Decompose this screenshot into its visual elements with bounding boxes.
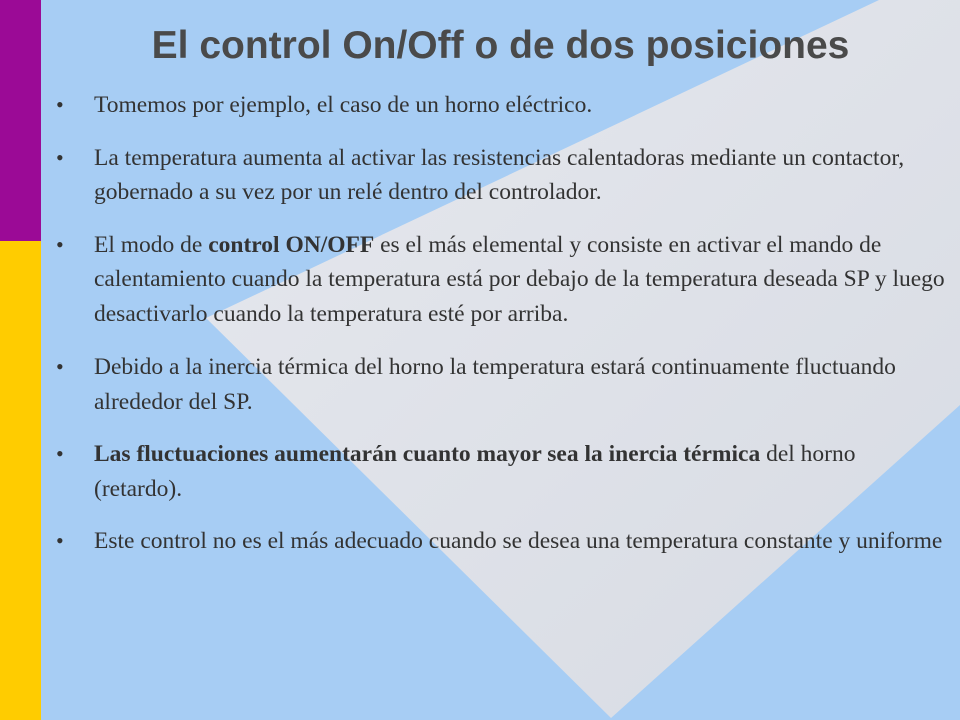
accent-stripe-yellow: [0, 241, 41, 720]
bullet-icon: •: [56, 441, 64, 466]
bullet-icon: •: [56, 144, 64, 170]
bullet-text: Este control no es el más adecuado cuando se desea una temperatura constante y uniforme: [94, 528, 943, 554]
bullet-list: [56, 88, 946, 559]
accent-stripe-purple: [0, 0, 41, 241]
bullet-item-3: [56, 228, 946, 332]
bullet-icon: •: [56, 528, 64, 553]
bullet-text-post: es el más elemental y consiste en activar el mando de calentamiento cuando la temperatura está por debajo de la temperatura deseada SP y luego desactivarlo cuando la temperatura esté por arriba.: [94, 231, 945, 327]
bullet-text-bold: Las fluctuaciones aumentarán cuanto mayor sea la inercia térmica: [94, 441, 761, 467]
bullet-item-1: [56, 88, 946, 123]
bullet-text-pre: El modo de: [94, 231, 209, 258]
bullet-item-5: [56, 437, 946, 506]
bullet-item-4: [56, 350, 946, 419]
bullet-icon: •: [56, 354, 64, 379]
bullet-icon: •: [56, 92, 64, 117]
bullet-text: Tomemos por ejemplo, el caso de un horno eléctrico.: [94, 92, 593, 118]
bullet-text: La temperatura aumenta al activar las resistencias calentadoras mediante un contactor, gobernado a su vez por un relé dentro del controlador.: [94, 144, 905, 205]
bullet-text: Debido a la inercia térmica del horno la temperatura estará continuamente fluctuando alrededor del SP.: [94, 354, 896, 415]
bullet-icon: •: [56, 231, 64, 257]
bullet-item-2: [56, 141, 946, 210]
slide-title: El control On/Off o de dos posiciones: [151, 24, 850, 67]
bullet-text-bold: control ON/OFF: [208, 231, 375, 258]
bullet-item-6: [56, 524, 946, 559]
bullet-text-post: del horno (retardo).: [94, 441, 856, 502]
